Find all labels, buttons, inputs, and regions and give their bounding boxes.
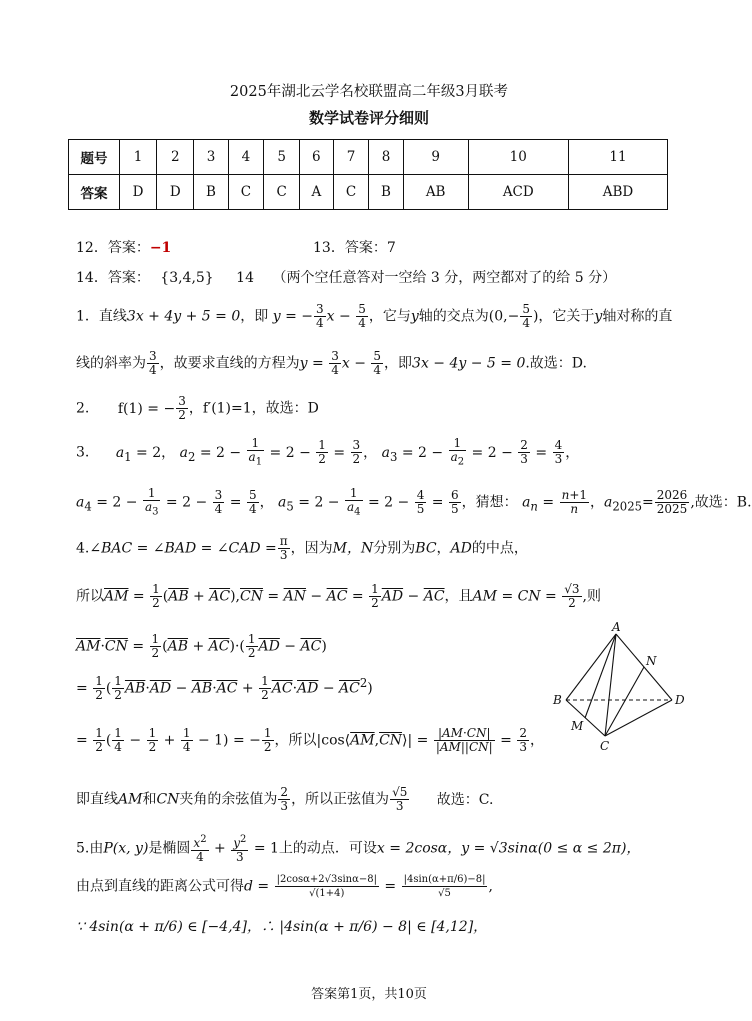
solution-4-line3: $\overline{AM}\cdot\overline{CN}$ = $\frac{1}{2}$ $(\overline{AB} + \overline{AC})\cdot$( $\frac{1}{2}$ $\overline{AD} - \overline{AC}$) [76,632,327,660]
answer-table [68,139,668,210]
q14-note: （两个空任意答对一空给 3 分，两空都对了的给 5 分） [272,270,617,286]
label-B: B [553,693,562,707]
question-cell: 7 [333,140,369,175]
answer-cell: D [120,175,157,210]
question-cell: 6 [299,140,333,175]
page-footer: 答案第1页，共10页 [311,987,427,1002]
q14-set: {3,4,5} [160,270,214,286]
solution-4-line1: 4.∠BAC = ∠BAD = ∠CAD = $\frac{\pi}{3}$ ，因为M，N分别为BC，AD的中点， [76,534,528,562]
solution-4-line2: 所以$\overline{AM}$ = $\frac{1}{2}$ $(\overline{AB} + \overline{AC}),\overline{CN} = \overline{AN} - \overline{AC}$ = $\frac{1}{2}$ $\overline{AD} - \overline{AC}$，且AM = CN = $\frac{√3}{2}$ ,则 [76,582,601,610]
question-cell: 11 [568,140,667,175]
solution-3-line1: 3. $a_1 = 2$， $a_2 = 2$ − $\frac{1}{a_1}$ = 2 − $\frac{1}{2}$ = $\frac{3}{2}$ ， $a_3 = 2$ − $\frac{1}{a_2}$ = 2 − $\frac{2}{3}$ = $\frac{4}{3}$ ， [76,436,580,468]
answer-cell: C [228,175,264,210]
q12-value: −1 [149,240,172,256]
question-row [69,140,668,175]
tetrahedron-figure [548,618,718,753]
answer-cell: C [333,175,369,210]
question-cell: 10 [468,140,568,175]
answer-cell: B [369,175,403,210]
q14-number: 14 [236,270,254,286]
label-M: M [571,719,584,733]
solution-2: 2. f(1) = − $\frac{3}{2}$ ，f′(1)=1，故选：D [76,394,319,422]
document-title: 2025年湖北云学名校联盟高二年级3月联考 [229,84,509,100]
question-cell: 1 [120,140,157,175]
answer-cell: A [299,175,333,210]
question-cell: 5 [264,140,300,175]
solution-4-line5: = $\frac{1}{2}$ ( $\frac{1}{4}$ − $\frac{1}{2}$ + $\frac{1}{4}$ − 1) = − $\frac{1}{2}$ ，所以$|\cos⟨\overline{AM},\overline{CN}⟩|$ = $\frac{|AM\cdot CN|}{|AM||CN|}$ = $\frac{2}{3}$ ， [76,726,544,754]
q14-label: 14．答案： [76,270,150,286]
answer-cell: ABD [568,175,667,210]
label-D: D [675,693,685,707]
solution-1-line2: 线的斜率为 $\frac{3}{4}$ ，故要求直线的方程为y = $\frac{3}{4}$ x − $\frac{5}{4}$ ，即3x − 4y − 5 = 0.故选：D. [76,349,587,377]
question-cell: 9 [403,140,468,175]
question-label: 题号 [69,140,120,175]
solution-4-conclusion: 即直线AM和CN夹角的余弦值为 $\frac{2}{3}$ ，所以正弦值为 $\frac{√5}{3}$ 故选：C. [76,785,494,813]
answer-cell: C [264,175,300,210]
document-subtitle: 数学试卷评分细则 [308,109,429,127]
question-cell: 8 [369,140,403,175]
question-cell: 3 [194,140,228,175]
answer-label: 答案 [69,175,120,210]
solution-1-line1: 1．直线3x + 4y + 5 = 0，即 y = − $\frac{3}{4}$ x − $\frac{5}{4}$ ，它与y轴的交点为(0,− $\frac{5}{4}$ )，它关于y轴对称的直 [76,302,673,330]
q13-answer: 13．答案：7 [313,240,396,256]
answer-cell: B [194,175,228,210]
answer-cell: D [157,175,194,210]
answer-cell: ACD [468,175,568,210]
solution-5-line3: ∵ 4sin(α + π/6) ∈ [−4,4]，∴ |4sin(α + π/6) − 8| ∈ [4,12]， [76,919,488,935]
q12-label: 12．答案： [76,240,150,256]
solution-5-line2: 由点到直线的距离公式可得d = $\frac{|2\cos\alpha+2√3\sin\alpha-8|}{√(1+4)}$ = $\frac{|4\sin(\alpha+\pi/6)-8|}{√5}$ , [76,874,493,899]
question-cell: 4 [228,140,264,175]
answer-row [69,175,668,210]
q14-answer [76,267,616,287]
label-N: N [646,654,657,668]
answer-cell: AB [403,175,468,210]
question-cell: 2 [157,140,194,175]
solution-4-line4: = $\frac{1}{2}$ ( $\frac{1}{2}$ $\overline{AB}\cdot\overline{AD} - \overline{AB}\cdot\overline{AC}$ + $\frac{1}{2}$ $\overline{AC}\cdot\overline{AD} - \overline{AC}^2$) [76,674,373,702]
q12-answer [76,237,171,257]
label-C: C [600,739,610,753]
label-A: A [612,620,621,634]
solution-5-line1: 5.由P(x, y)是椭圆 $\frac{x^2}{4}$ + $\frac{y^2}{3}$ = 1上的动点．可设x = 2cosα，y = √3sinα(0 ≤ α ≤ 2π)， [76,834,641,864]
solution-3-line2: $a_4 = 2$ − $\frac{1}{a_3}$ = 2 − $\frac{3}{4}$ = $\frac{5}{4}$ ， $a_5 = 2$ − $\frac{1}{a_4}$ = 2 − $\frac{4}{5}$ = $\frac{6}{5}$ ，猜想： $a_n$ = $\frac{n+1}{n}$ ，$a_{2025}=$ $\frac{2026}{2025}$ ,故选：B. [76,486,752,518]
